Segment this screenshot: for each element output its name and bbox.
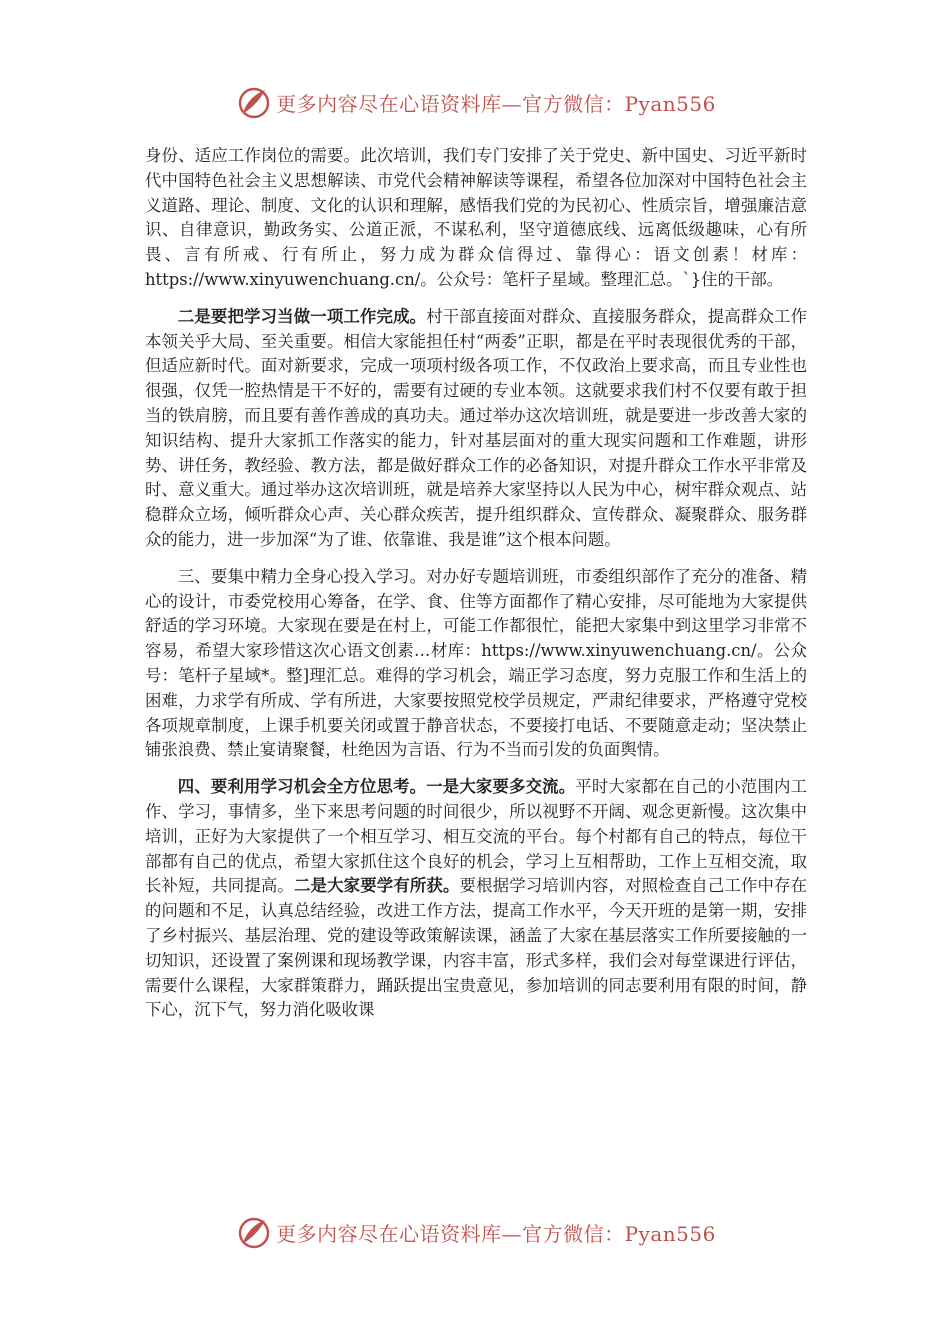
header-banner xyxy=(0,82,950,122)
paragraph-2 xyxy=(145,305,807,553)
footer-banner-text: 更多内容尽在心语资料库—官方微信：Pyan556 xyxy=(276,1221,716,1246)
pen-logo-icon xyxy=(234,1212,274,1252)
paragraph-2-text: 村干部直接面对群众、直接服务群众，提高群众工作本领关乎大局、至关重要。相信大家能担任村“两委”正职，都是在平时表现很优秀的干部，但适应新时代。面对新要求，完成一项项村级各项工作，不仅政治上要求高，而且专业性也很强，仅凭一腔热情是干不好的，需要有过硬的专业本领。这就要求我们村不仅要有敢于担当的铁肩膀，而且要有善作善成的真功夫。通过举办这次培训班，就是要进一步改善大家的知识结构、提升大家抓工作落实的能力，针对基层面对的重大现实问题和工作难题，讲形势、讲任务，教经验、教方法，都是做好群众工作的必备知识，对提升群众工作水平非常及时、意义重大。通过举办这次培训班，就是培养大家坚持以人民为中心，树牢群众观点、站稳群众立场，倾听群众心声、关心群众疾苦，提升组织群众、宣传群众、凝聚群众、服务群众的能力，进一步加深“为了谁、依靠谁、我是谁”这个根本问题。 xyxy=(145,306,807,549)
paragraph-3 xyxy=(145,565,807,763)
paragraph-1-text: 身份、适应工作岗位的需要。此次培训，我们专门安排了关于党史、新中国史、习近平新时代中国特色社会主义思想解读、市党代会精神解读等课程，希望各位加深对中国特色社会主义道路、理论、制度、文化的认识和理解，感悟我们党的为民初心、性质宗旨，增强廉洁意识、自律意识，勤政务实、公道正派，不谋私利，坚守道德底线、远离低级趣味，心有所畏、言有所戒、行有所止，努力成为群众信得过、靠得心：语文创素！材库：https://www.xinyuwenchuang.cn/。公众号：笔杆子星域。整理汇总。`}住的干部。 xyxy=(145,146,807,289)
paragraph-4-lead: 四、要利用学习机会全方位思考。一是大家要多交流。 xyxy=(177,777,576,797)
paragraph-4 xyxy=(145,775,807,1023)
paragraph-4-lead-2: 二是大家要学有所获。 xyxy=(294,876,460,896)
paragraph-4-text: 平时大家都在自己的小范围内工作、学习，事情多，坐下来思考问题的时间很少，所以视野不开阔、观念更新慢。这次集中培训，正好为大家提供了一个相互学习、相互交流的平台。每个村都有自己的特点，每位干部都有自己的优点，希望大家抓住这个良好的机会，学习上互相帮助，工作上互相交流，取长补短，共同提高。 xyxy=(145,777,807,896)
footer-banner xyxy=(0,1212,950,1252)
paragraph-1 xyxy=(145,144,807,293)
paragraph-4-text-2: 要根据学习培训内容，对照检查自己工作中存在的问题和不足，认真总结经验，改进工作方法，提高工作水平，今天开班的是第一期，安排了乡村振兴、基层治理、党的建设等政策解读课，涵盖了大家在基层落实工作所要接触的一切知识，还设置了案例课和现场教学课，内容丰富，形式多样，我们会对每堂课进行评估，需要什么课程，大家群策群力，踊跃提出宝贵意见，参加培训的同志要利用有限的时间，静下心，沉下气，努力消化吸收课 xyxy=(145,876,808,1020)
paragraph-2-lead: 二是要把学习当做一项工作完成。 xyxy=(177,306,427,326)
pen-logo-icon xyxy=(234,82,274,122)
header-banner-text: 更多内容尽在心语资料库—官方微信：Pyan556 xyxy=(276,91,716,116)
article-body xyxy=(145,144,807,1023)
paragraph-3-text: 三、要集中精力全身心投入学习。对办好专题培训班，市委组织部作了充分的准备、精心的设计，市委党校用心筹备，在学、食、住等方面都作了精心安排，尽可能地为大家提供舒适的学习环境。大家现在要是在村上，可能工作都很忙，能把大家集中到这里学习非常不容易，希望大家珍惜这次心语文创素…材库：https://www.xinyuwenchuang.cn/。公众号：笔杆子星域*。整]理汇总。难得的学习机会，端正学习态度，努力克服工作和生活上的困难，力求学有所成、学有所进，大家要按照党校学员规定，严肃纪律要求，严格遵守党校各项规章制度，上课手机要关闭或置于静音状态，不要接打电话、不要随意走动；坚决禁止铺张浪费、禁止宴请聚餐，杜绝因为言语、行为不当而引发的负面舆情。 xyxy=(145,566,807,760)
